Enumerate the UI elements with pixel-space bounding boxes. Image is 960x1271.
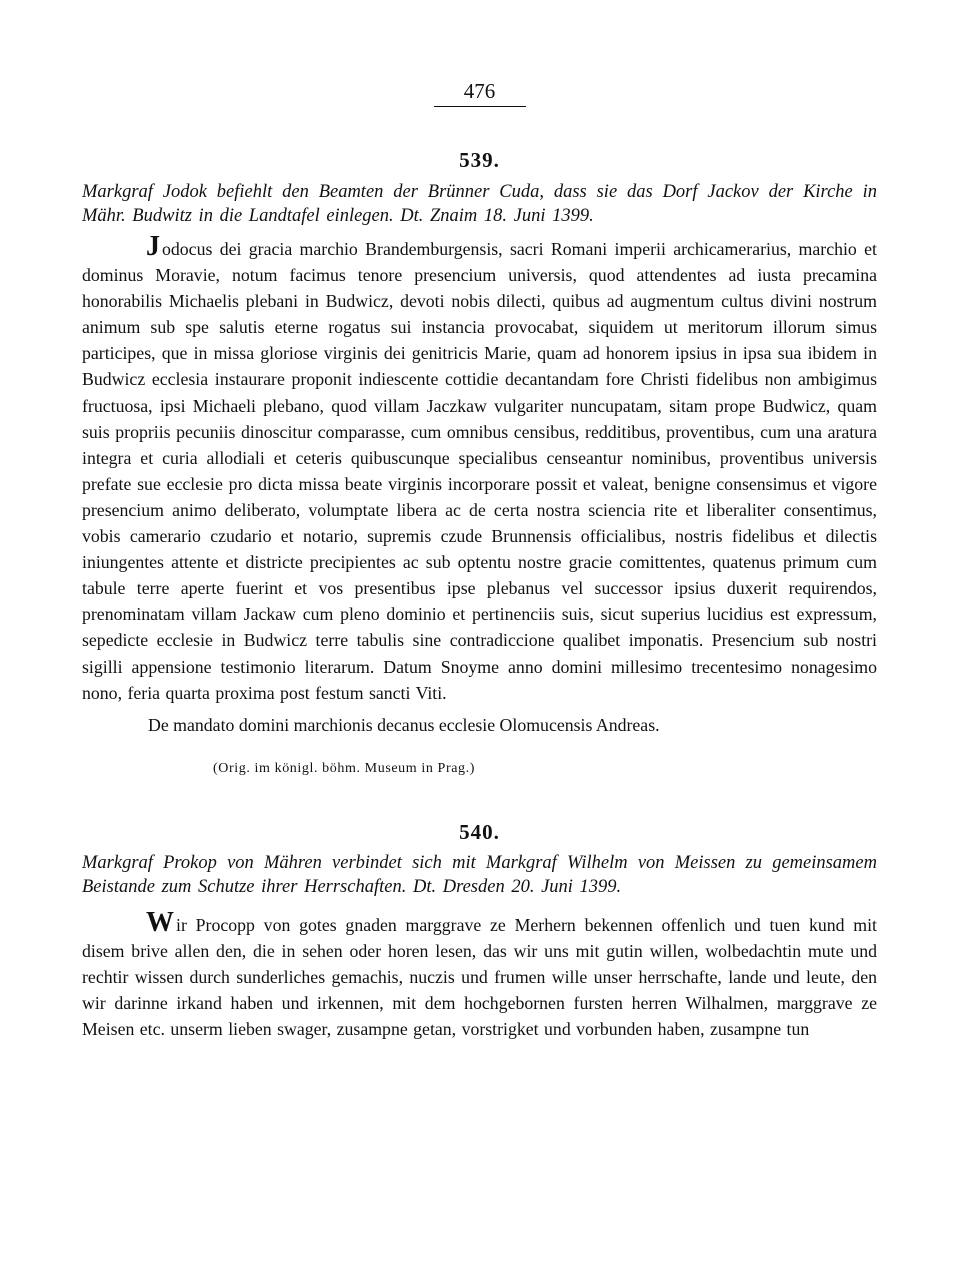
document-539: [82, 147, 877, 779]
document-body: [82, 231, 877, 706]
document-page: [82, 78, 877, 1042]
document-540: [82, 819, 877, 1042]
document-regest: Markgraf Jodok befiehlt den Beamten der Brünner Cuda, dass sie das Dorf Jackov der Kirche in Mähr. Budwitz in die Landtafel einlegen. Dt. Znaim 18. Juni 1399.: [82, 182, 877, 226]
document-number: 540.: [459, 819, 500, 844]
document-signature: De mandato domini marchionis decanus ecclesie Olomucensis Andreas.: [148, 714, 660, 735]
document-number: 539.: [459, 148, 500, 172]
document-body-text: odocus dei gracia marchio Brandemburgensis, sacri Romani imperii archicamerarius, marchio et dominus Moravie, notum facimus tenore presencium universis, quod attendentes ad iusta precamina honorabilis Michaelis plebani in Budwicz, devoti nobis dilecti, quibus ad augmentum cultus divini nostrum animum sub spe salutis eterne rogatus sui instancia provocabat, siquidem ut meritorum illorum simus participes, que in missa gloriose virginis dei genitricis Marie, quam ad honorem ipsius in ipsa sua ibidem in Budwicz ecclesia instaurare proponit indiescente cottidie decantandam fore Christi fidelibus non ambigimus fructuosa, ipsi Michaeli plebano, quod villam Jaczkaw vulgariter nuncupatam, sitam prope Budwicz, quam suis propriis pecuniis dinoscitur comparasse, cum omnibus censibus, redditibus, proventibus, cum una aratura integra et curia allodiali et ceteris quibuscunque specialibus censeantur nominibus, proventibus universis prefate sue ecclesie pro dicta missa beate virginis incorporare possit et valeat, benigne consensimus et vigore presencium animo deliberato, volumptate libera ac de certa nostra sciencia rite et liberaliter consentimus, vobis camerario czudario et notario, supremis czude Brunnensis officialibus, nostris fidelibus et dilectis iniungentes attente et districte precipientes ac sub optentu nostre gracie comittentes, quatenus primum cum tabule terre aperte fuerint et vos presentibus ipse plebanus vel successor ipsius duxerit requirendos, prenominatam villam Jackaw cum pleno dominio et pertinenciis suis, sicut superius lucidius est expressum, sepedicte ecclesie in Budwicz terre tabulis sine contradiccione qualibet imponatis. Presencium sub nostri sigilli appensione testimonio literarum. Datum Snoyme anno domini millesimo trecentesimo nonagesimo nono, feria quarta proxima post festum sancti Viti.: [82, 239, 877, 703]
document-body: [82, 906, 877, 1042]
document-source-note: (Orig. im königl. böhm. Museum in Prag.): [213, 760, 475, 776]
document-body-text: ir Procopp von gotes gnaden marggrave ze Merhern bekennen offenlich und tuen kund mit disem brive allen den, die in sehen oder horen lesen, das wir uns mit gutin willen, wolbedachtin mute und rechtir wissen durch sunderliches gemachis, nuczis und frumen wille unser herrschafte, lande und leute, den wir darinne irkand haben und irkennen, mit dem hochgebornen fursten herren Wilhalmen, marggrave ze Meisen etc. unserm lieben swager, zusampne getan, vorstrigket und vorbunden haben, zusampne tun: [82, 914, 877, 1040]
drop-cap: J: [146, 231, 160, 262]
drop-cap: W: [146, 906, 174, 938]
page-number: 476: [463, 79, 496, 103]
document-regest: Markgraf Prokop von Mähren verbindet sich mit Markgraf Wilhelm von Meissen zu gemeinsamem Beistande zum Schutze ihrer Herrschaften. Dt. Dresden 20. Juni 1399.: [82, 852, 877, 897]
page-number-rule: [434, 106, 526, 107]
